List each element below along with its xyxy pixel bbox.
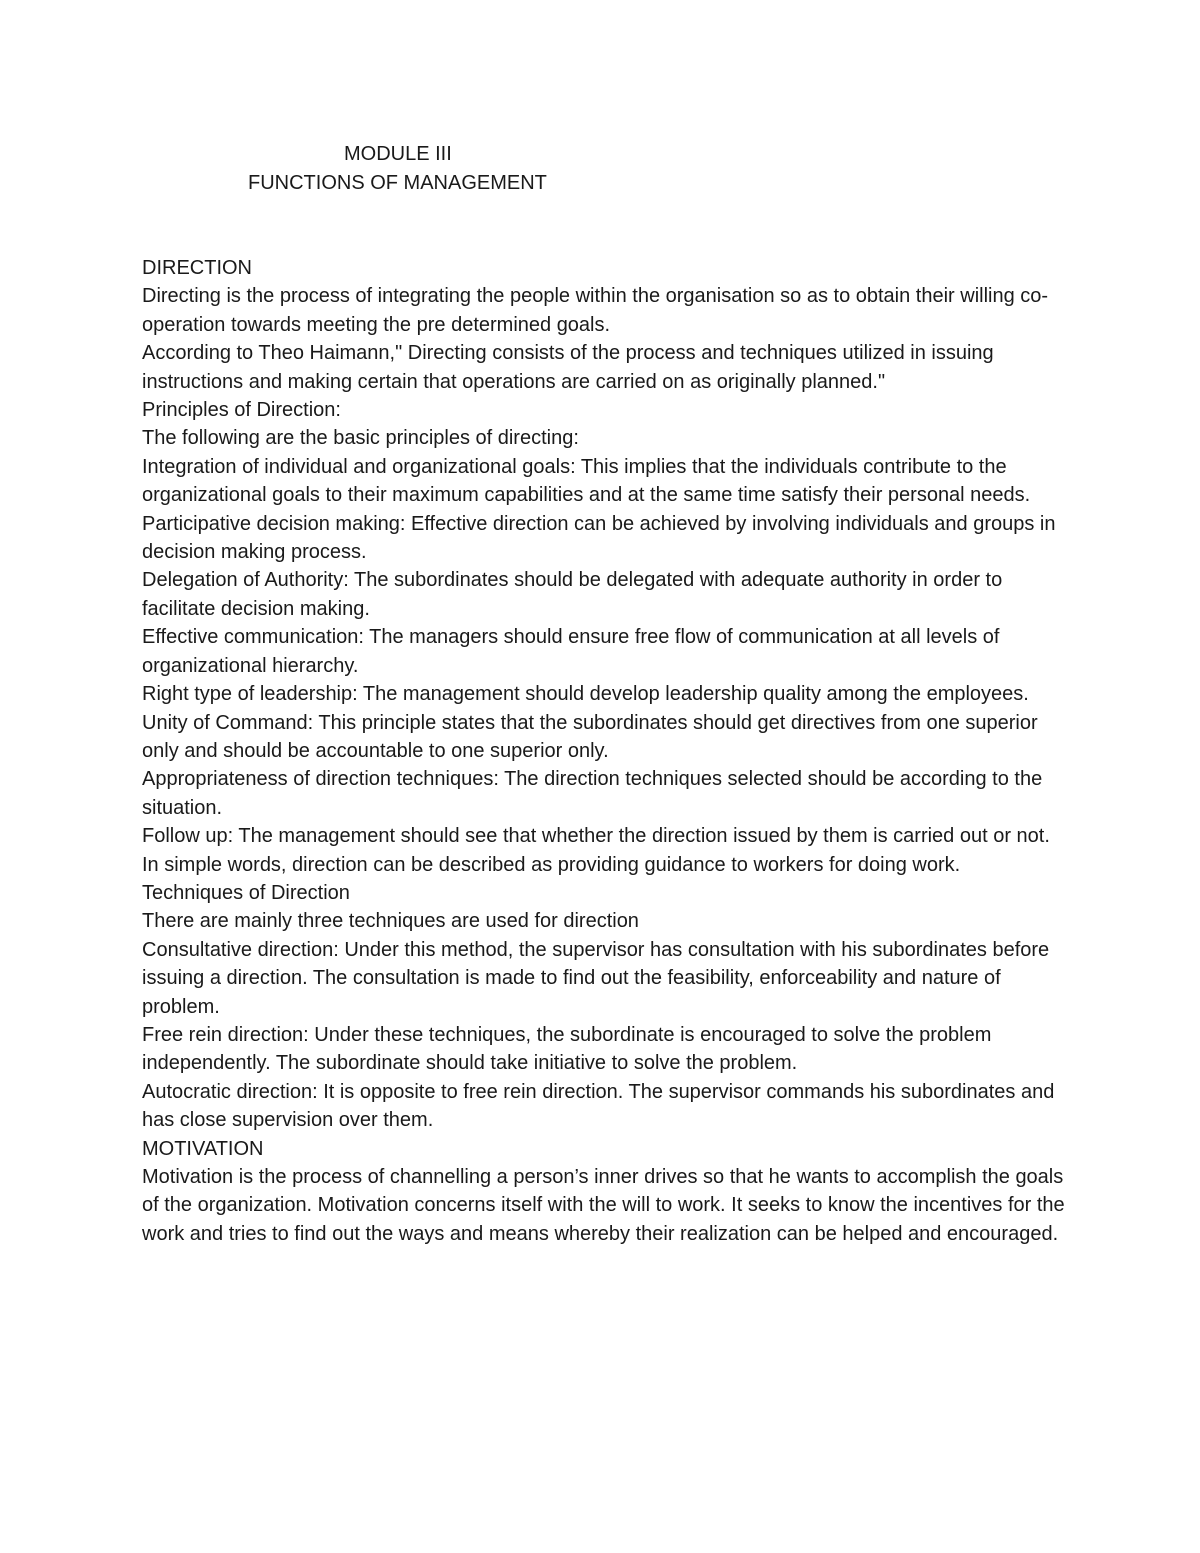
module-subtitle: FUNCTIONS OF MANAGEMENT (248, 172, 547, 194)
paragraph: There are mainly three techniques are used for direction (142, 910, 639, 933)
paragraph: Right type of leadership: The management should develop leadership quality among the employees. (142, 683, 1029, 706)
paragraph: According to Theo Haimann," Directing consists of the process and techniques utilized in issuing instructions and making certain that operations are carried on as originally planned." (142, 342, 994, 393)
section-heading-motivation: MOTIVATION (142, 1137, 264, 1160)
paragraph: Appropriateness of direction techniques: The direction techniques selected should be according to the situation. (142, 768, 1043, 819)
paragraph: Participative decision making: Effective direction can be achieved by involving individuals and groups in decision making process. (142, 512, 1056, 564)
paragraph: In simple words, direction can be described as providing guidance to workers for doing work. (142, 853, 961, 876)
paragraph: Follow up: The management should see that whether the direction issued by them is carried out or not. (142, 825, 1050, 848)
module-title: MODULE III (344, 143, 452, 165)
paragraph: Autocratic direction: It is opposite to free rein direction. The supervisor commands his subordinates and has close supervision over them. (142, 1080, 1055, 1132)
paragraph: Free rein direction: Under these techniques, the subordinate is encouraged to solve the problem independently. The subordinate should take initiative to solve the problem. (142, 1023, 992, 1075)
paragraph: The following are the basic principles of directing: (142, 427, 579, 450)
paragraph: Unity of Command: This principle states that the subordinates should get directives from one superior only and should be accountable to one superior only. (142, 711, 1038, 762)
paragraph: Delegation of Authority: The subordinates should be delegated with adequate authority in order to facilitate decision making. (142, 569, 1003, 620)
document-body (142, 254, 1072, 1248)
paragraph: Motivation is the process of channelling a person’s inner drives so that he wants to accomplish the goals of the organization. Motivation concerns itself with the will to work. It seeks to know the incentives for the work and tries to find out the ways and means whereby their realization can be helped and encouraged. (142, 1166, 1065, 1245)
paragraph: Principles of Direction: (142, 399, 341, 422)
paragraph: Techniques of Direction (142, 881, 350, 904)
section-heading-direction: DIRECTION (142, 257, 252, 279)
paragraph: Effective communication: The managers should ensure free flow of communication at all levels of organizational hierarchy. (142, 626, 1000, 677)
paragraph: Consultative direction: Under this method, the supervisor has consultation with his subordinates before issuing a direction. The consultation is made to find out the feasibility, enforceability and nature of problem. (142, 938, 1050, 1018)
paragraph: Integration of individual and organizational goals: This implies that the individuals contribute to the organizational goals to their maximum capabilities and at the same time satisfy their personal needs. (142, 455, 1031, 507)
paragraph: Directing is the process of integrating the people within the organisation so as to obtain their willing co-operation towards meeting the pre determined goals. (142, 285, 1049, 336)
